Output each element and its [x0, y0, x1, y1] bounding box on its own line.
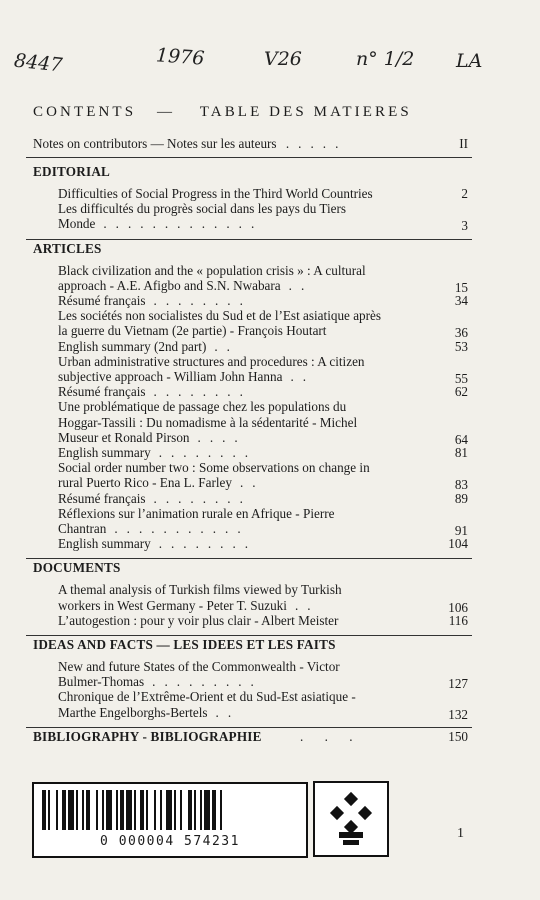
barcode-bar — [56, 790, 58, 830]
leader-dots: ........ — [153, 384, 252, 400]
barcode-bar — [68, 790, 74, 830]
front-matter-label: Notes on contributors — Notes sur les auteurs — [33, 136, 277, 151]
barcode-bar — [96, 790, 98, 830]
entry-page: 64 — [454, 431, 468, 447]
entry-text: A themal analysis of Turkish films viewed by Turkish — [58, 582, 342, 598]
entry-text: English summary — [58, 445, 151, 460]
barcode-bars — [42, 790, 294, 832]
entry-line — [58, 323, 326, 338]
entry-text: Résumé français — [58, 293, 146, 308]
barcode-bar — [86, 790, 90, 830]
entry-line — [58, 475, 265, 490]
leader-dots: ........ — [153, 293, 252, 308]
section-title: BIBLIOGRAPHY - BIBLIOGRAPHIE — [33, 728, 262, 744]
entry-line — [58, 705, 240, 720]
leader-dots: .. — [214, 338, 239, 354]
barcode-bar — [126, 790, 132, 830]
barcode-bar — [102, 790, 104, 830]
entry-page: 116 — [448, 612, 468, 628]
barcode-bar — [180, 790, 182, 830]
leader-dots: .... — [197, 429, 247, 445]
barcode-bar — [194, 790, 196, 830]
entry-text: English summary — [58, 536, 151, 552]
entry-line — [58, 659, 340, 674]
leader-dots: ........... — [114, 521, 250, 536]
entry-text: Résumé français — [58, 384, 146, 400]
entry-page: 91 — [454, 523, 468, 538]
entry-line — [58, 201, 346, 216]
entry-text: subjective approach - William John Hanna — [58, 369, 283, 384]
entry-text: Chronique de l’Extrême-Orient et du Sud-Est asiatique - — [58, 689, 356, 705]
leader-dots: .. — [288, 277, 314, 293]
divider — [26, 157, 472, 158]
entry-line — [58, 445, 257, 460]
entry-text: Black civilization and the « population crisis » : A cultural — [58, 262, 366, 278]
heading-dash: — — [157, 104, 176, 120]
entry-page: 127 — [448, 676, 468, 692]
entry-line — [58, 216, 263, 231]
page-folio: 1 — [457, 826, 464, 841]
contents-heading — [33, 104, 473, 121]
barcode-bar — [106, 790, 112, 830]
entry-text: Réflexions sur l’animation rurale en Afrique - Pierre — [58, 505, 335, 521]
entry-line — [58, 186, 373, 201]
barcode-bar — [42, 790, 46, 830]
entry-page: 89 — [454, 490, 468, 506]
leader-dots: .. — [239, 475, 265, 491]
entry-text: Chantran — [58, 521, 107, 536]
entry-line — [58, 308, 381, 323]
entry-line — [58, 582, 342, 597]
entry-page: 132 — [448, 706, 468, 722]
entry-line — [58, 536, 257, 551]
entry-text: Hoggar-Tassili : Du nomadisme à la sédentarité - Michel — [58, 414, 358, 430]
entry-text: la guerre du Vietnam (2e partie) - François Houtart — [58, 323, 327, 339]
leader-dots: ............. — [103, 216, 264, 232]
entry-text: L’autogestion : pour y voir plus clair - Albert Meister — [58, 612, 339, 628]
entry-line — [58, 598, 320, 613]
entry-text: Social order number two : Some observations on change in — [58, 460, 370, 476]
entry-page: 15 — [454, 279, 468, 295]
entry-text: New and future States of the Commonwealth - Victor — [58, 659, 340, 674]
entry-text: Monde — [58, 216, 96, 232]
entry-text: Bulmer-Thomas — [58, 674, 145, 690]
entry-line — [58, 613, 338, 628]
barcode-bar — [160, 790, 162, 830]
section-title: ARTICLES — [33, 240, 102, 256]
barcode-bar — [200, 790, 202, 830]
entry-line — [58, 369, 315, 384]
entry-line — [58, 674, 263, 689]
entry-line — [58, 354, 365, 369]
barcode-bar — [220, 790, 222, 830]
entry-text: Marthe Engelborghs-Bertels — [58, 704, 208, 720]
entry-text: Une problématique de passage chez les populations du — [58, 399, 347, 415]
entry-line — [58, 263, 366, 278]
barcode-bar — [116, 790, 118, 830]
leader-dots: ........ — [158, 536, 258, 552]
entry-page: 106 — [448, 599, 468, 615]
handwritten-initials: LA — [456, 50, 483, 72]
publisher-logo — [312, 780, 390, 858]
barcode-bar — [174, 790, 176, 830]
barcode-bar — [140, 790, 144, 830]
handwritten-annotations — [12, 40, 532, 90]
section-divider — [26, 727, 472, 728]
front-matter-entry: Notes on contributors — Notes sur les auteurs ..... — [33, 136, 348, 151]
handwritten-volume: V26 — [264, 48, 302, 70]
entry-page: 62 — [454, 384, 468, 400]
entry-line — [58, 460, 370, 475]
entry-line — [58, 689, 356, 704]
leader-dots: ......... — [152, 674, 263, 690]
entry-page: 53 — [454, 338, 468, 354]
front-matter-page: II — [459, 136, 468, 151]
leader-dots: ........ — [153, 490, 252, 506]
entry-page: 2 — [461, 186, 468, 201]
barcode-bar — [146, 790, 148, 830]
entry-page: 3 — [461, 218, 468, 234]
entry-line — [58, 278, 313, 293]
barcode-bar — [120, 790, 124, 830]
entry-page: 104 — [448, 536, 468, 552]
entry-text: Les sociétés non socialistes du Sud et de l’Est asiatique après — [58, 308, 382, 324]
entry-text: rural Puerto Rico - Ena L. Farley — [58, 475, 232, 491]
entry-text: Résumé français — [58, 490, 146, 506]
barcode-bar — [154, 790, 156, 830]
leader-dots: ........ — [158, 445, 258, 460]
barcode-bar — [82, 790, 84, 830]
entry-line — [58, 384, 252, 399]
entry-text: workers in West Germany - Peter T. Suzuki — [58, 597, 287, 613]
entry-page: 36 — [454, 325, 468, 341]
entry-line — [58, 399, 346, 414]
section-divider — [26, 558, 472, 559]
barcode-bar — [166, 790, 172, 830]
entry-page: 83 — [454, 477, 468, 493]
barcode-bar — [134, 790, 136, 830]
barcode-number: 0 000004 574231 — [100, 834, 240, 849]
barcode-bar — [62, 790, 66, 830]
entry-line — [58, 339, 239, 354]
entry-text: Urban administrative structures and procedures : A citizen — [58, 353, 365, 369]
entry-page: 55 — [454, 371, 468, 386]
section-title: IDEAS AND FACTS — LES IDEES ET LES FAITS — [33, 637, 336, 652]
leader-dots: .. — [215, 704, 241, 720]
entry-line — [58, 430, 247, 445]
heading-right: TABLE DES MATIERES — [199, 104, 412, 120]
barcode-bar — [188, 790, 192, 830]
section-page: 150 — [448, 728, 468, 744]
entry-text: Museur et Ronald Pirson — [58, 429, 190, 445]
leader-dots: .. — [294, 597, 320, 613]
entry-page: 81 — [454, 445, 468, 460]
handwritten-year: 1976 — [155, 44, 206, 70]
section-title: EDITORIAL — [33, 164, 111, 179]
barcode-bar — [48, 790, 50, 830]
entry-text: English summary (2nd part) — [58, 338, 207, 354]
section-title: DOCUMENTS — [33, 560, 121, 576]
section-divider — [26, 635, 472, 636]
entry-line — [58, 293, 252, 308]
entry-text: Les difficultés du progrès social dans les pays du Tiers — [58, 201, 347, 217]
section-divider — [26, 239, 472, 240]
handwritten-note: 8447 — [12, 49, 64, 77]
barcode — [32, 782, 308, 858]
entry-text: Difficulties of Social Progress in the Third World Countries — [58, 186, 373, 201]
entry-line — [58, 491, 252, 506]
entry-line — [58, 521, 250, 536]
barcode-bar — [204, 790, 210, 830]
barcode-bar — [76, 790, 78, 830]
leader-dots: .. — [290, 369, 316, 384]
barcode-bar — [212, 790, 216, 830]
leader-dots: . . . — [300, 728, 362, 744]
heading-left: CONTENTS — [33, 104, 137, 120]
entry-text: approach - A.E. Afigbo and S.N. Nwabara — [58, 277, 281, 293]
entry-line — [58, 506, 334, 521]
entry-line — [58, 415, 357, 430]
entry-page: 34 — [454, 293, 468, 308]
handwritten-issue: n° 1/2 — [356, 48, 415, 70]
